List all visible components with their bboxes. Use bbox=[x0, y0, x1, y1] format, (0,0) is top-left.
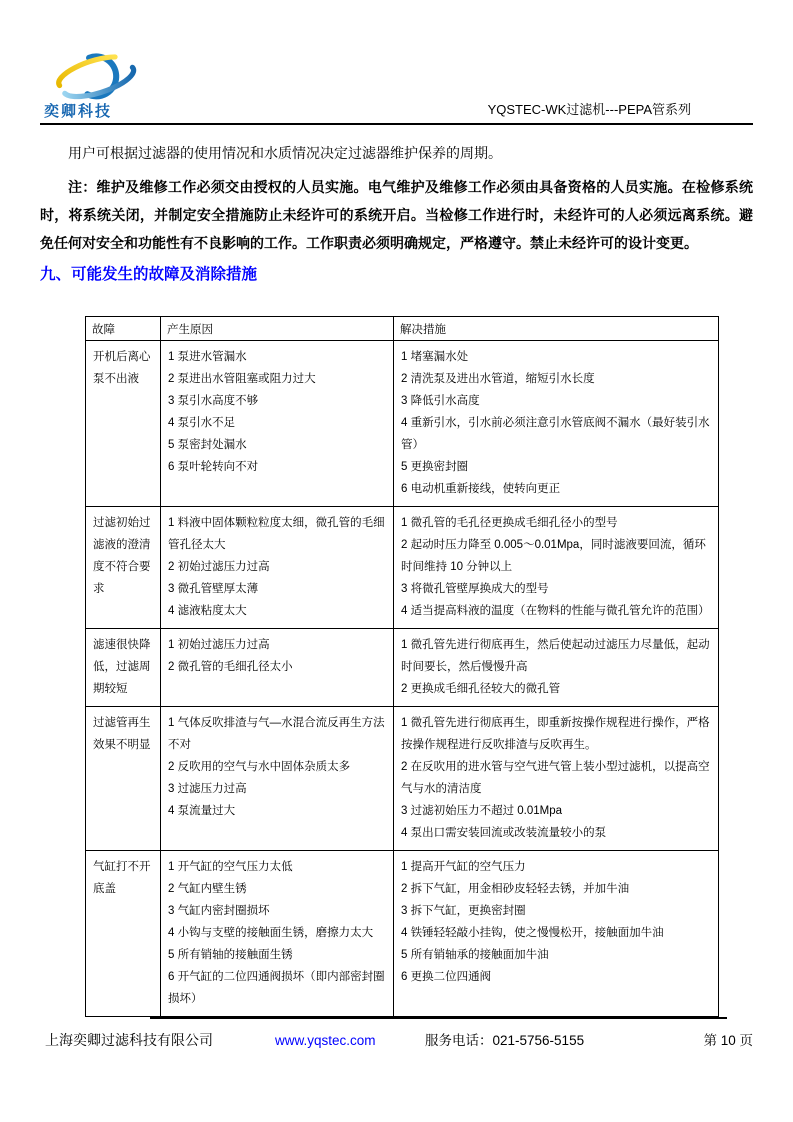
cell-item: 2 更换成毛细孔径较大的微孔管 bbox=[401, 683, 561, 695]
fault-table-body bbox=[86, 341, 719, 1017]
cell-item: 1 泵进水管漏水 bbox=[168, 351, 247, 363]
cell-item: 5 泵密封处漏水 bbox=[168, 439, 247, 451]
table-header-row bbox=[86, 317, 719, 341]
fault-table bbox=[85, 316, 719, 1017]
intro-paragraph: 用户可根据过滤器的使用情况和水质情况决定过滤器维护保养的周期。 bbox=[68, 145, 502, 161]
cell-item: 6 电动机重新接线，使转向更正 bbox=[401, 483, 561, 495]
cause-cell bbox=[161, 507, 394, 629]
fault-cell: 过滤管再生效果不明显 bbox=[86, 707, 161, 851]
footer-company: 上海奕卿过滤科技有限公司 bbox=[45, 1032, 213, 1048]
globe-orbit-icon bbox=[40, 50, 170, 102]
cell-item: 1 料液中固体颗粒粒度太细，微孔管的毛细管孔径太大 bbox=[168, 517, 385, 551]
solution-cell bbox=[394, 851, 719, 1017]
cell-item: 6 开气缸的二位四通阀损坏（即内部密封圈损坏） bbox=[168, 971, 385, 1005]
cell-item: 5 更换密封圈 bbox=[401, 461, 469, 473]
company-logo bbox=[40, 50, 170, 121]
cell-item: 3 过滤压力过高 bbox=[168, 783, 247, 795]
cell-item: 2 拆下气缸，用金相砂皮轻轻去锈，并加牛油 bbox=[401, 883, 630, 895]
cell-item: 1 初始过滤压力过高 bbox=[168, 639, 270, 651]
cause-cell bbox=[161, 851, 394, 1017]
footer-website-link[interactable]: www.yqstec.com bbox=[275, 1033, 376, 1048]
footer-phone: 服务电话：021-5756-5155 bbox=[425, 1033, 585, 1048]
cell-item: 3 过滤初始压力不超过 0.01Mpa bbox=[401, 805, 563, 817]
cell-item: 1 气体反吹排渣与气—水混合流反再生方法不对 bbox=[168, 717, 385, 751]
cell-item: 6 泵叶轮转向不对 bbox=[168, 461, 259, 473]
table-row bbox=[86, 341, 719, 507]
cause-cell bbox=[161, 341, 394, 507]
cell-item: 1 微孔管先进行彻底再生，即重新按操作规程进行操作，严格按操作规程进行反吹排渣与反吹再生。 bbox=[401, 717, 710, 751]
cell-item: 3 泵引水高度不够 bbox=[168, 395, 259, 407]
cause-cell bbox=[161, 707, 394, 851]
cell-item: 4 铁锤轻轻敲小挂钩，使之慢慢松开，接触面加牛油 bbox=[401, 927, 664, 939]
cell-item: 2 微孔管的毛细孔径太小 bbox=[168, 661, 293, 673]
fault-cell: 滤速很快降低，过滤周期较短 bbox=[86, 629, 161, 707]
logo-text: 奕卿科技 bbox=[44, 103, 113, 120]
fault-cell: 气缸打不开底盖 bbox=[86, 851, 161, 1017]
cell-item: 1 堵塞漏水处 bbox=[401, 351, 469, 363]
cell-item: 4 重新引水，引水前必须注意引水管底阀不漏水（最好装引水管） bbox=[401, 417, 710, 451]
cell-item: 2 反吹用的空气与水中固体杂质太多 bbox=[168, 761, 351, 773]
table-row bbox=[86, 707, 719, 851]
cell-item: 1 开气缸的空气压力太低 bbox=[168, 861, 293, 873]
cell-item: 3 气缸内密封圈损坏 bbox=[168, 905, 270, 917]
fault-cell: 开机后离心泵不出液 bbox=[86, 341, 161, 507]
solution-cell bbox=[394, 629, 719, 707]
table-row bbox=[86, 851, 719, 1017]
page-footer bbox=[40, 1017, 753, 1050]
column-header-cause: 产生原因 bbox=[161, 317, 394, 341]
cell-item: 3 降低引水高度 bbox=[401, 395, 480, 407]
cell-item: 2 气缸内壁生锈 bbox=[168, 883, 247, 895]
cell-item: 2 起动时压力降至 0.005～0.01Mpa，同时滤液要回流，循环时间维持 10 分钟以上 bbox=[401, 539, 706, 573]
note-paragraph: 注：维护及维修工作必须交由授权的人员实施。电气维护及维修工作必须由具备资格的人员实施。在检修系统时，将系统关闭，并制定安全措施防止未经许可的系统开启。当检修工作进行时，未经许可的人必须远离系统。避免任何对安全和功能性有不良影响的工作。工作职责必须明确规定，严格遵守。禁止未经许可的设计变更。 bbox=[40, 179, 753, 251]
column-header-solution: 解决措施 bbox=[394, 317, 719, 341]
cell-item: 3 将微孔管壁厚换成大的型号 bbox=[401, 583, 549, 595]
section-heading: 九、可能发生的故障及消除措施 bbox=[40, 266, 258, 283]
cell-item: 4 泵出口需安装回流或改装流量较小的泵 bbox=[401, 827, 607, 839]
solution-cell bbox=[394, 507, 719, 629]
cell-item: 3 拆下气缸，更换密封圈 bbox=[401, 905, 526, 917]
cell-item: 2 初始过滤压力过高 bbox=[168, 561, 270, 573]
cell-item: 1 提高开气缸的空气压力 bbox=[401, 861, 526, 873]
solution-cell bbox=[394, 707, 719, 851]
cell-item: 4 小钩与支壁的接触面生锈，磨擦力太大 bbox=[168, 927, 374, 939]
footer-page-number: 第 10 页 bbox=[703, 1033, 753, 1048]
cell-item: 4 泵流量过大 bbox=[168, 805, 236, 817]
cause-cell bbox=[161, 629, 394, 707]
header-title: YQSTEC-WK过滤机---PEPA管系列 bbox=[487, 102, 691, 117]
page-header bbox=[40, 0, 753, 125]
document-body bbox=[40, 142, 753, 1017]
cell-item: 5 所有销轴的接触面生锈 bbox=[168, 949, 293, 961]
cell-item: 4 泵引水不足 bbox=[168, 417, 236, 429]
table-row bbox=[86, 507, 719, 629]
cell-item: 3 微孔管壁厚太薄 bbox=[168, 583, 259, 595]
cell-item: 1 微孔管先进行彻底再生，然后使起动过滤压力尽量低，起动时间要长，然后慢慢升高 bbox=[401, 639, 710, 673]
cell-item: 6 更换二位四通阀 bbox=[401, 971, 492, 983]
footer-divider bbox=[150, 1017, 727, 1019]
cell-item: 2 清洗泵及进出水管道，缩短引水长度 bbox=[401, 373, 595, 385]
column-header-fault: 故障 bbox=[86, 317, 161, 341]
cell-item: 4 滤液粘度太大 bbox=[168, 605, 247, 617]
cell-item: 4 适当提高料液的温度（在物料的性能与微孔管允许的范围） bbox=[401, 605, 710, 617]
cell-item: 1 微孔管的毛孔径更换成毛细孔径小的型号 bbox=[401, 517, 618, 529]
cell-item: 5 所有销轴承的接触面加牛油 bbox=[401, 949, 549, 961]
footer-row bbox=[40, 1029, 753, 1050]
cell-item: 2 在反吹用的进水管与空气进气管上装小型过滤机，以提高空气与水的清洁度 bbox=[401, 761, 710, 795]
table-row bbox=[86, 629, 719, 707]
solution-cell bbox=[394, 341, 719, 507]
cell-item: 2 泵进出水管阻塞或阻力过大 bbox=[168, 373, 316, 385]
fault-cell: 过滤初始过滤液的澄清度不符合要求 bbox=[86, 507, 161, 629]
